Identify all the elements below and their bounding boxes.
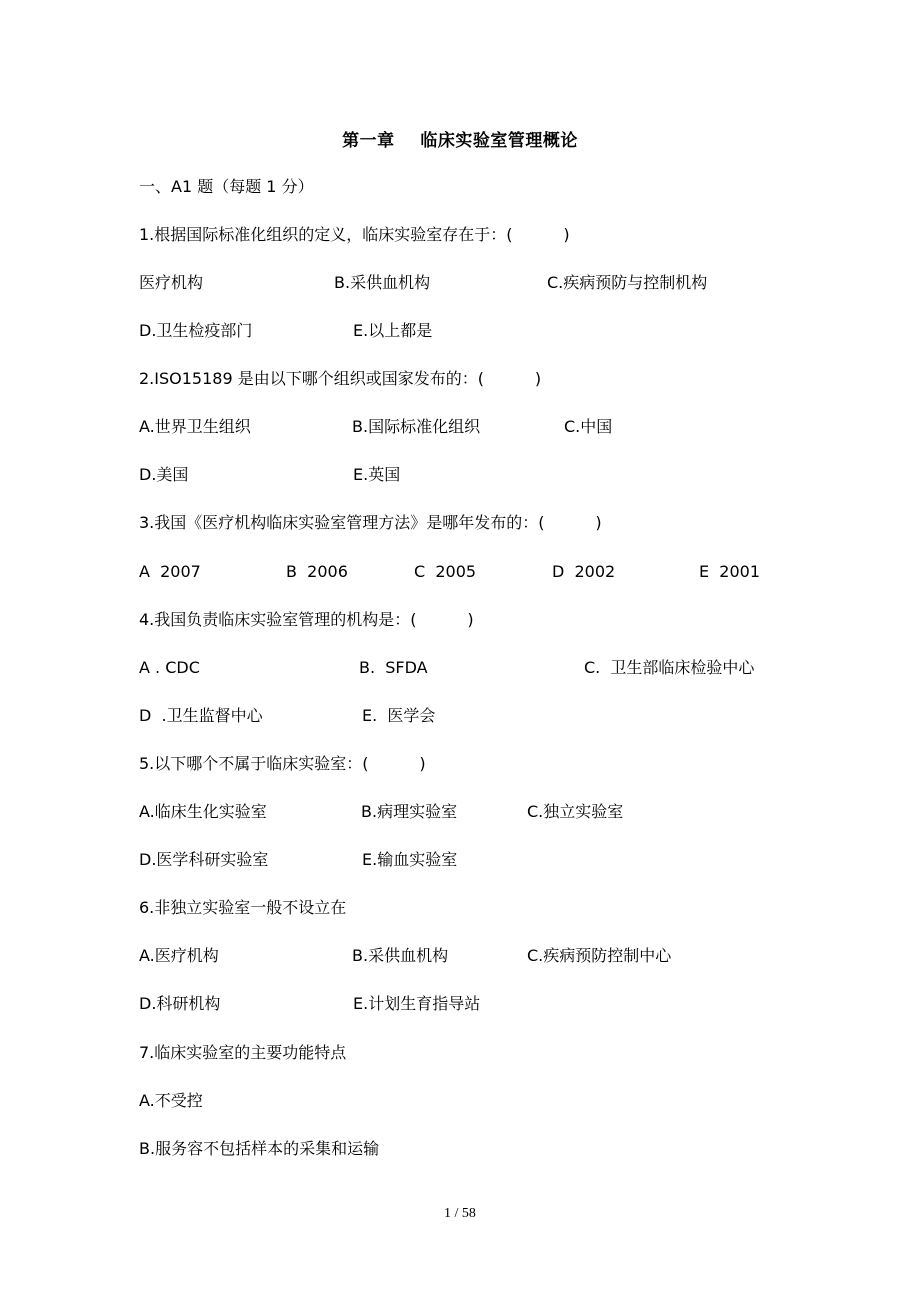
q5-option-a: A.临床生化实验室: [139, 802, 267, 821]
q4-option-b: B. SFDA: [359, 658, 428, 677]
question-4: 4.我国负责临床实验室管理的机构是：( ): [139, 610, 474, 629]
question-1: 1.根据国际标准化组织的定义，临床实验室存在于：( ): [139, 225, 570, 244]
q3-option-b: B 2006: [286, 562, 348, 581]
q1-option-d: D.卫生检疫部门: [139, 321, 253, 340]
question-5: 5.以下哪个不属于临床实验室：( ): [139, 754, 426, 773]
q3-option-e: E 2001: [699, 562, 760, 581]
q7-option-b: B.服务容不包括样本的采集和运输: [139, 1139, 380, 1158]
page-title: 第一章 临床实验室管理概论: [342, 131, 578, 151]
q3-option-a: A 2007: [139, 562, 201, 581]
q5-option-c: C.独立实验室: [527, 802, 624, 821]
q6-option-d: D.科研机构: [139, 994, 221, 1013]
q5-option-b: B.病理实验室: [361, 802, 458, 821]
q2-option-c: C.中国: [564, 417, 613, 436]
q6-option-e: E.计划生育指导站: [353, 994, 481, 1013]
q4-option-e: E. 医学会: [362, 706, 436, 725]
q1-option-b: B.采供血机构: [334, 273, 431, 292]
q6-option-b: B.采供血机构: [352, 946, 449, 965]
q6-option-a: A.医疗机构: [139, 946, 219, 965]
page-number: 1 / 58: [444, 1206, 476, 1221]
q4-option-d: D .卫生监督中心: [139, 706, 263, 725]
q2-option-b: B.国际标准化组织: [352, 417, 481, 436]
q4-option-a: A . CDC: [139, 658, 200, 677]
q1-option-e: E.以上都是: [353, 321, 433, 340]
q2-option-d: D.美国: [139, 465, 189, 484]
question-6: 6.非独立实验室一般不设立在: [139, 898, 347, 917]
q5-option-d: D.医学科研实验室: [139, 850, 269, 869]
section-heading: 一、A1 题（每题 1 分）: [139, 177, 314, 196]
q2-option-a: A.世界卫生组织: [139, 417, 251, 436]
q6-option-c: C.疾病预防控制中心: [527, 946, 672, 965]
q3-option-c: C 2005: [414, 562, 477, 581]
q5-option-e: E.输血实验室: [362, 850, 458, 869]
q4-option-c: C. 卫生部临床检验中心: [584, 658, 755, 677]
q1-option-a: 医疗机构: [139, 273, 204, 292]
q7-option-a: A.不受控: [139, 1091, 203, 1110]
question-2: 2.ISO15189 是由以下哪个组织或国家发布的：( ): [139, 369, 542, 388]
q1-option-c: C.疾病预防与控制机构: [547, 273, 708, 292]
question-3: 3.我国《医疗机构临床实验室管理方法》是哪年发布的：( ): [139, 513, 602, 532]
question-7: 7.临床实验室的主要功能特点: [139, 1043, 347, 1062]
q2-option-e: E.英国: [353, 465, 401, 484]
q3-option-d: D 2002: [552, 562, 616, 581]
